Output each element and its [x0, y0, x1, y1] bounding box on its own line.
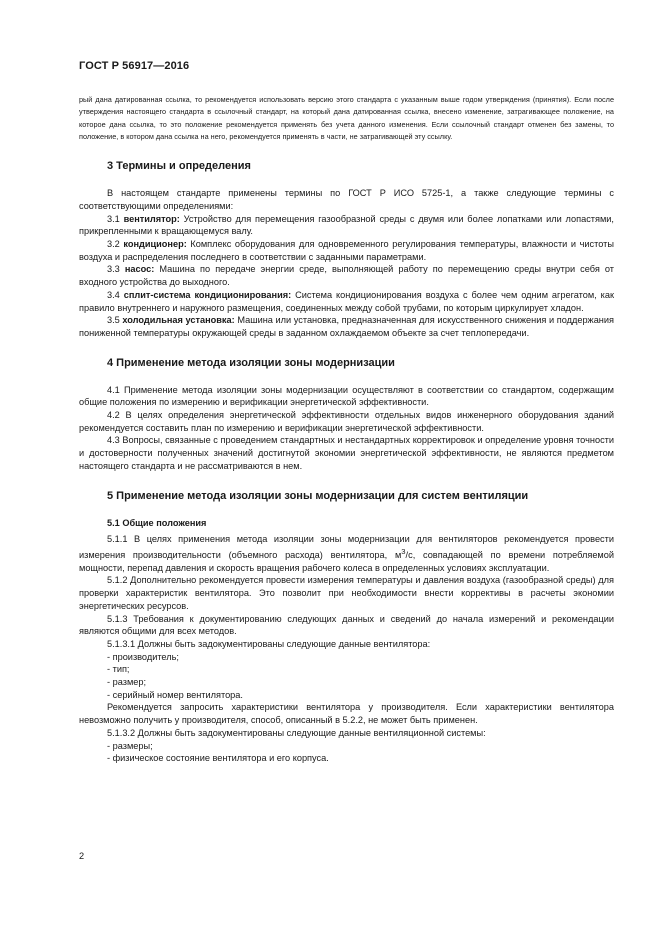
document-header: ГОСТ Р 56917—2016 [79, 60, 190, 72]
term-name: кондиционер: [123, 239, 187, 249]
term-number: 3.2 [107, 239, 120, 249]
term-definition: Система кондиционирования воздуха с более чем одним агрегатом, как правило внутреннего и наружного размещения, соединенных между собой трубами, по которым циркулирует хладон. [79, 289, 614, 313]
term-name: вентилятор: [123, 213, 180, 224]
term-number: 3.1 [107, 213, 120, 224]
term-number: 3.4 [107, 289, 120, 300]
term-3-4 [79, 289, 614, 314]
list-item: - физическое состояние вентилятора и его корпуса. [107, 753, 329, 764]
section-4-title: 4 Применение метода изоляции зоны модернизации [107, 356, 395, 369]
section-5-title: 5 Применение метода изоляции зоны модернизации для систем вентиляции [107, 489, 529, 502]
term-name: сплит-система кондиционирования: [123, 289, 292, 300]
term-definition: Машина или установка, предназначенная для искусственного снижения и поддержания пониженной температуры окружающей среды в заданном охлаждаемом объекте за счет теплопередачи. [79, 315, 614, 338]
paragraph-4-1: 4.1 Применение метода изоляции зоны модернизации осуществляют в соответствии со стандартом, содержащим общие положения по измерению и верификации энергетической эффективности. [79, 384, 614, 408]
section-3-intro: В настоящем стандарте применены термины по ГОСТ Р ИСО 5725-1, а также следующие термины с соответствующими определениями: [79, 188, 614, 211]
superscript-3: 3 [401, 546, 406, 556]
paragraph-5-1-2: 5.1.2 Дополнительно рекомендуется провести измерения температуры и давления воздуха (газообразной среды) для проверки характеристик вентилятора. Это позволит при необходимости внести коррективы в расчеты экономии энергетических ресурсов. [79, 575, 614, 611]
term-name: холодильная установка: [122, 315, 235, 326]
term-name: насос: [124, 264, 155, 275]
list-item: - производитель; [107, 651, 179, 662]
term-3-2 [79, 238, 614, 263]
paragraph-recommendation: Рекомендуется запросить характеристики вентилятора у производителя. Если характеристики вентилятора невозможно получить у производителя, способ, описанный в 5.2.2, не может быть применен. [79, 702, 614, 726]
paragraph-5-1-1-text: 5.1.1 В целях применения метода изоляции зоны модернизации для вентиляторов рекомендуется провести измерения производительности (объемного расхода) вентилятора, м [79, 534, 614, 561]
term-3-5 [79, 314, 614, 339]
term-3-3 [79, 263, 614, 288]
paragraph-4-2: 4.2 В целях определения энергетической эффективности отдельных видов инженерного оборудования зданий рекомендуется составить план по измерению и верификации энергетической эффективности. [79, 410, 614, 433]
list-item: - серийный номер вентилятора. [107, 689, 243, 700]
paragraph-5-1-1 [79, 533, 614, 574]
list-item: - тип; [107, 664, 130, 675]
list-item: - размер; [107, 677, 147, 688]
intro-paragraph: рый дана датированная ссылка, то рекомендуется использовать версию этого стандарта с указанным выше годом утверждения (принятия). Если после утверждения настоящего стандарта в ссылочный стандарт, на который дана датированная ссылка, внесено изменение, затрагивающее положение, на которое дана ссылка, то это положение рекомендуется применять без учета данного изменения. Если ссылочный стандарт отменен без замены, то положение, в котором дана ссылка на него, рекомендуется применять в части, не затрагивающей эту ссылку. [79, 95, 614, 141]
subsection-5-1-title: 5.1 Общие положения [107, 517, 207, 528]
term-definition: Устройство для перемещения газообразной среды с двумя или более лопатками или лопастями, прикрепленными к вращающемуся валу. [79, 213, 614, 237]
page-number: 2 [79, 851, 85, 861]
term-number: 3.5 [107, 315, 120, 326]
paragraph-5-1-3-1: 5.1.3.1 Должны быть задокументированы следующие данные вентилятора: [107, 638, 431, 649]
document-body [79, 94, 614, 765]
paragraph-4-3: 4.3 Вопросы, связанные с проведением стандартных и нестандартных корректировок и определение уровня точности и достоверности полученных значений достигнутой экономии энергетической эффективности, не являются предметом настоящего стандарта и не рассматриваются в нем. [79, 435, 614, 471]
list-item: - размеры; [107, 740, 153, 751]
paragraph-5-1-1-text-end: /с, совпадающей по времени потребляемой мощности, перепад давления и скорость вращения рабочего колеса в определенных условиях эксплуатации. [79, 550, 614, 573]
paragraph-5-1-3: 5.1.3 Требования к документированию следующих данных и сведений до начала измерений и рекомендации являются общими для всех методов. [79, 613, 614, 637]
paragraph-5-1-3-2: 5.1.3.2 Должны быть задокументированы следующие данные вентиляционной системы: [107, 727, 486, 738]
term-definition: Комплекс оборудования для одновременного регулирования температуры, влажности и чистоты воздуха и распределения последнего в соответствии с заданными параметрами. [79, 239, 614, 262]
term-definition: Машина по передаче энергии среде, выполняющей работу по перемещению среды внутри себя от входного устройства до выходного. [79, 264, 614, 288]
section-3-title: 3 Термины и определения [107, 160, 251, 173]
term-number: 3.3 [107, 264, 120, 275]
term-3-1 [79, 213, 614, 238]
